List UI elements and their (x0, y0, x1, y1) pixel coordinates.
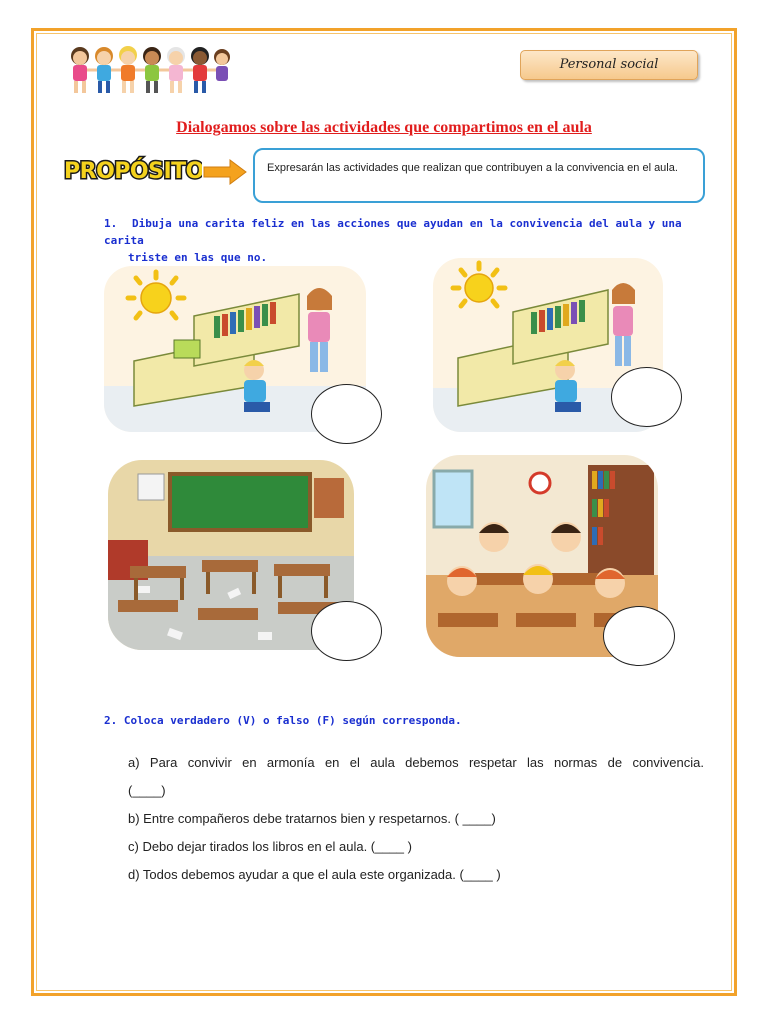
statement-a-answer[interactable]: (____) (128, 783, 166, 798)
purpose-box: Expresarán las actividades que realizan que contribuyen a la convivencia en el aula. (253, 148, 705, 203)
arrow-right-icon (202, 158, 248, 186)
question-1-number: 1. (104, 217, 118, 230)
statement-c: c) Debo dejar tirados los libros en el aula. (____ ) (128, 839, 412, 854)
kids-logo-illustration (62, 42, 232, 98)
statement-b: b) Entre compañeros debe tratarnos bien y respetarnos. ( ____) (128, 811, 496, 826)
statements-list (128, 749, 704, 889)
purpose-label (62, 152, 202, 188)
subject-badge: Personal social (520, 50, 698, 80)
answer-circle-1[interactable] (311, 384, 382, 444)
answer-circle-2[interactable] (611, 367, 682, 427)
page-title: Dialogamos sobre las actividades que compartimos en el aula (176, 119, 592, 136)
answer-circle-3[interactable] (311, 601, 382, 661)
statement-d: d) Todos debemos ayudar a que el aula este organizada. (____ ) (128, 867, 501, 882)
question-2: 2. Coloca verdadero (V) o falso (F) según corresponda. (104, 714, 462, 727)
statement-a: a) Para convivir en armonía en el aula debemos respetar las normas de convivencia. (128, 755, 704, 770)
question-1-line1: Dibuja una carita feliz en las acciones que ayudan en la convivencia del aula y una carita (104, 217, 682, 247)
question-1-line2: triste en las que no. (128, 251, 268, 264)
answer-circle-4[interactable] (603, 606, 675, 666)
purpose-label-text: PROPÓSITO (64, 159, 202, 184)
